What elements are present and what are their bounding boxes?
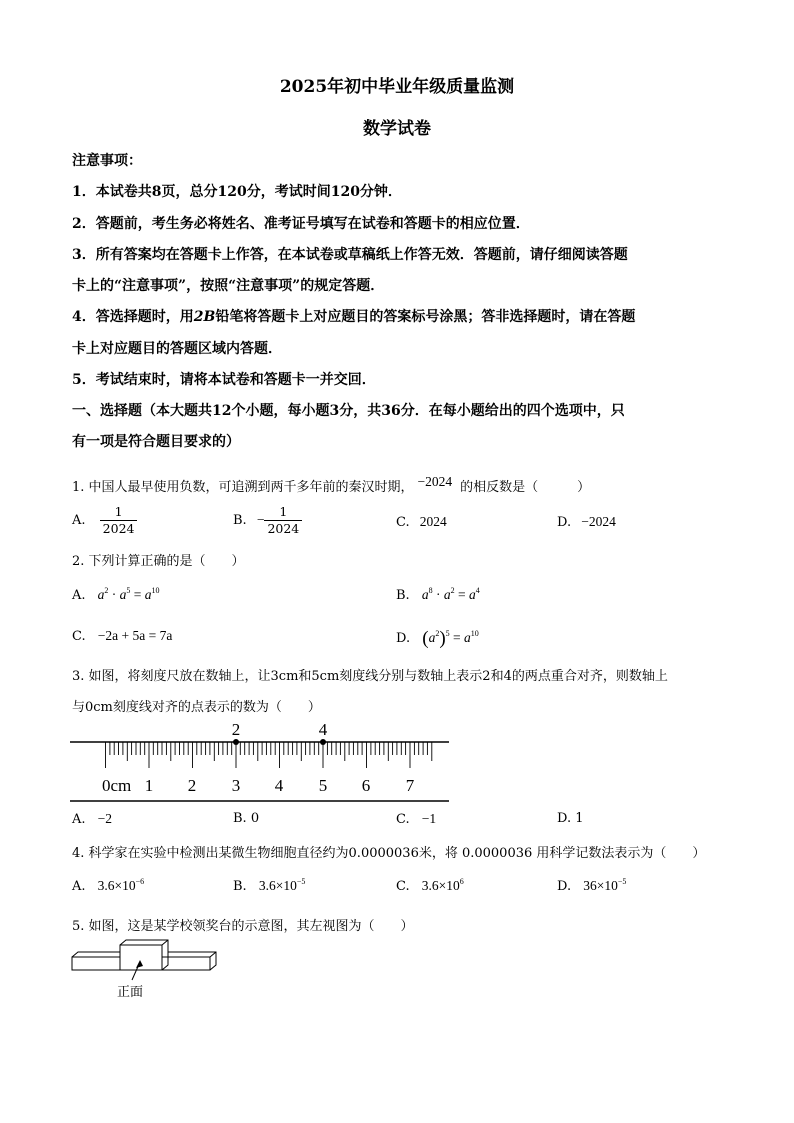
note-item-2: 2．答题前，考生务必将姓名、准考证号填写在试卷和答题卡的相应位置． <box>72 216 530 232</box>
option-letter: B. <box>233 513 247 528</box>
denominator: 2024 <box>102 521 135 536</box>
exam-title: 2025年初中毕业年级质量监测 <box>279 77 515 97</box>
note-item-5: 5．考试结束时，请将本试卷和答题卡一并交回． <box>72 372 376 388</box>
option-letter: C. <box>396 812 410 827</box>
q2-option-a <box>72 587 160 603</box>
q2-a-expression: $a^2 \cdot a^5 = a^{10}$ <box>97 586 160 602</box>
q4-option-b <box>233 878 305 894</box>
pencil-grade: 2B <box>193 309 216 325</box>
numerator: 1 <box>100 504 138 521</box>
q1-option-b <box>233 504 302 537</box>
scale-label-5: 5 <box>318 776 328 795</box>
note-item-4-b: 铅笔将答题卡上对应题目的答案标号涂黑；答非选择题时，请在答题 <box>215 309 636 325</box>
axis-label-2: 2 <box>231 720 241 739</box>
minus-sign: − <box>256 512 265 527</box>
note-item-4-cont: 卡上对应题目的答题区域内答题． <box>72 341 282 357</box>
note-item-1: 1．本试卷共8页，总分120分，考试时间120分钟． <box>72 184 402 200</box>
q1-expression: −2024 <box>417 474 453 489</box>
note-item-3-cont: 卡上的“注意事项”，按照“注意事项”的规定答题． <box>72 278 385 294</box>
q1-stem-a: 1. 中国人最早使用负数，可追溯到两千多年前的秦汉时期， <box>72 480 414 495</box>
q4-option-d <box>557 878 626 894</box>
scale-label-7: 7 <box>405 776 415 795</box>
scale-label-4: 4 <box>274 776 284 795</box>
option-letter: C. <box>396 515 410 530</box>
option-value: $3.6\times 10^{-5}$ <box>258 877 306 893</box>
option-value: −2024 <box>581 514 616 529</box>
q2-b-expression: $a^8 \cdot a^2 = a^4$ <box>421 586 480 602</box>
scale-label-6: 6 <box>361 776 371 795</box>
q1-option-c <box>396 514 447 530</box>
option-letter: D. <box>557 515 572 530</box>
podium-left-top <box>72 952 120 957</box>
q4-stem: 4. 科学家在实验中检测出某微生物细胞直径约为0.0000036米，将 0.0000036 用科学记数法表示为（ ） <box>72 846 706 861</box>
q2-option-b <box>396 587 480 603</box>
arrow-head-icon <box>136 960 143 968</box>
podium-figure <box>70 938 222 1002</box>
ruler-on-number-line-figure <box>70 715 455 805</box>
q2-d-expression: $(a^2)^5 = a^{10}$ <box>422 628 479 649</box>
denominator: 2024 <box>267 521 300 536</box>
q1-option-d <box>557 514 616 530</box>
option-value: $3.6\times 10^{-6}$ <box>97 877 145 893</box>
option-value: $3.6\times 10^6$ <box>421 877 464 893</box>
q1-stem-b: 的相反数是（ ） <box>460 480 591 495</box>
q4-option-a <box>72 878 144 894</box>
option-value: $36\times 10^{-5}$ <box>583 877 627 893</box>
scale-label-3: 3 <box>231 776 241 795</box>
q3-option-a <box>72 811 112 827</box>
scale-label-2: 2 <box>187 776 197 795</box>
podium-right-front <box>162 957 210 970</box>
q2-option-c <box>72 628 172 644</box>
option-letter: A. <box>72 879 86 894</box>
note-item-4 <box>72 306 635 326</box>
option-letter: C. <box>396 879 410 894</box>
fraction <box>100 504 138 537</box>
option-letter: D. <box>557 879 572 894</box>
option-letter: A. <box>72 812 86 827</box>
scale-label-1: 1 <box>144 776 154 795</box>
section-heading-line2: 有一项是符合题目要求的） <box>72 434 240 450</box>
front-label: 正面 <box>117 985 144 1000</box>
q2-stem: 2. 下列计算正确的是（ ） <box>72 554 245 569</box>
option-letter: A. <box>72 513 86 528</box>
numerator: 1 <box>264 504 302 521</box>
option-value: −1 <box>421 811 437 826</box>
q1-option-a <box>72 504 137 537</box>
q3-stem-line1: 3. 如图，将刻度尺放在数轴上，让3cm和5cm刻度线分别与数轴上表示2和4的两点重合对齐，则数轴上 <box>72 669 668 684</box>
option-value: −2 <box>97 811 113 826</box>
option-value: 2024 <box>419 514 447 529</box>
q5-stem: 5. 如图，这是某学校领奖台的示意图，其左视图为（ ） <box>72 919 414 934</box>
q3-option-c <box>396 811 436 827</box>
podium-left-front <box>72 957 120 970</box>
option-letter: B. <box>233 879 247 894</box>
option-letter: D. <box>396 631 411 646</box>
axis-label-4: 4 <box>318 720 328 739</box>
q3-stem-line2: 与0cm刻度线对齐的点表示的数为（ ） <box>72 700 321 715</box>
q1-stem <box>72 474 590 495</box>
exam-subtitle: 数学试卷 <box>363 119 431 139</box>
note-item-4-a: 4．答选择题时，用 <box>72 309 194 325</box>
option-letter: C. <box>72 629 86 644</box>
option-letter: A. <box>72 588 86 603</box>
q3-option-d: D. 1 <box>557 811 584 826</box>
q4-option-c <box>396 878 464 894</box>
scale-label-0cm: 0cm <box>102 776 132 795</box>
note-item-3: 3．所有答案均在答题卡上作答，在本试卷或草稿纸上作答无效．答题前，请仔细阅读答题 <box>72 247 628 263</box>
fraction <box>264 504 302 537</box>
option-letter: B. <box>396 588 410 603</box>
podium-right-top <box>168 952 216 970</box>
q2-option-d <box>396 628 479 650</box>
q2-c-expression: −2a + 5a = 7a <box>97 628 173 643</box>
notes-heading: 注意事项： <box>72 153 142 169</box>
section-heading-line1: 一、选择题（本大题共12个小题，每小题3分，共36分．在每小题给出的四个选项中，只 <box>72 403 625 419</box>
ruler-ticks <box>106 742 432 768</box>
q3-option-b: B. 0 <box>233 811 260 826</box>
